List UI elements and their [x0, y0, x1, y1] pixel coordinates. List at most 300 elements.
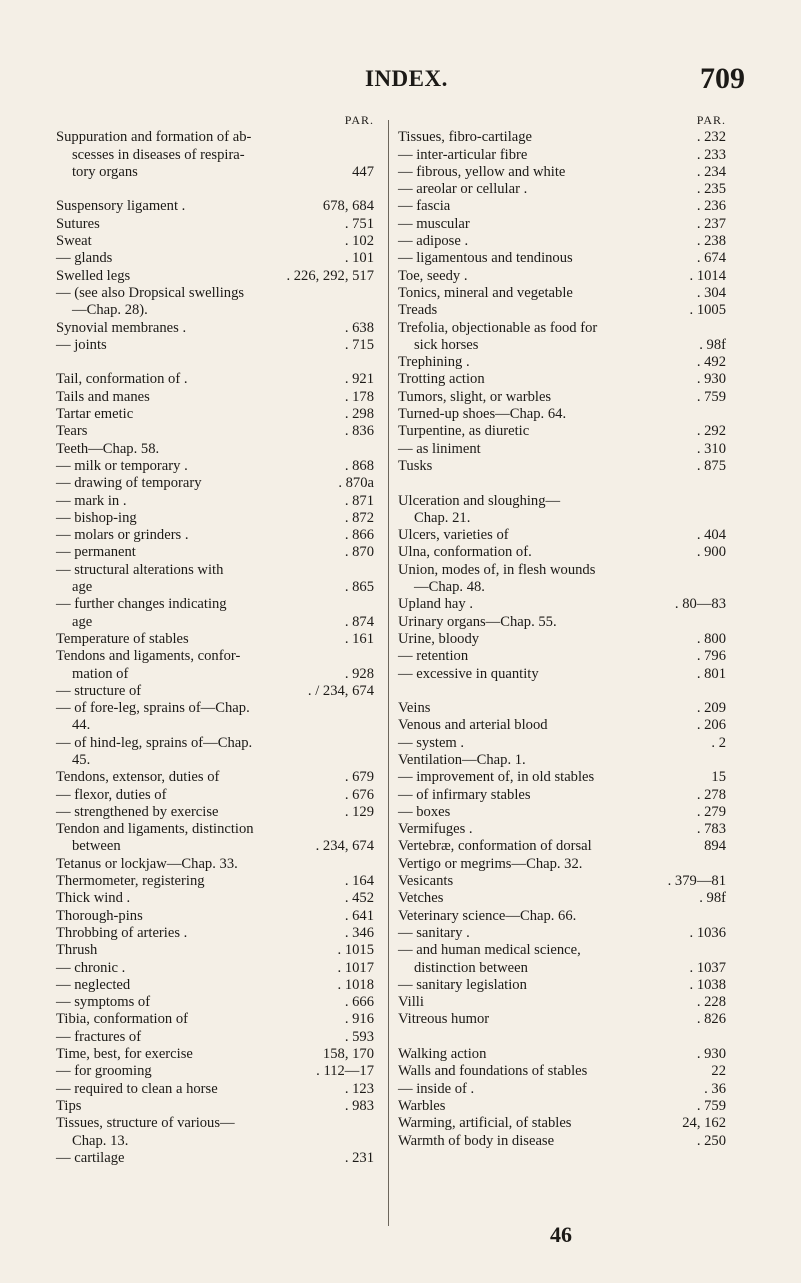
entry-page-ref: . 250	[696, 1132, 726, 1149]
entry-term: Turpentine, as diuretic	[398, 423, 530, 440]
entry-page-ref: . 1017	[337, 959, 374, 976]
index-entry	[398, 389, 726, 406]
entry-term: Walls and foundations of stables	[398, 1063, 588, 1080]
entry-page-ref: . 278	[696, 786, 726, 803]
entry-page-ref: . 123	[344, 1080, 374, 1097]
index-entry	[56, 614, 374, 631]
index-entry	[56, 250, 374, 267]
entry-page-ref: . 800	[696, 630, 726, 647]
entry-term: Vetches	[398, 890, 444, 907]
entry-term: — of infirmary stables	[398, 786, 531, 803]
entry-term: Upland hay .	[398, 596, 473, 613]
index-column-left	[56, 112, 374, 1167]
index-entry	[56, 389, 374, 406]
entry-page-ref: . 292	[696, 423, 726, 440]
index-entry	[398, 717, 726, 734]
index-entry	[398, 666, 726, 683]
index-entry	[398, 994, 726, 1011]
index-entry	[398, 890, 726, 907]
entry-term: 45.	[72, 751, 91, 768]
entry-page-ref: . 593	[344, 1028, 374, 1045]
index-entry	[56, 908, 374, 925]
entry-term: Suppuration and formation of ab-	[56, 129, 252, 146]
entry-page-ref: . 930	[696, 1046, 726, 1063]
entry-term: — joints	[56, 336, 107, 353]
index-entry	[398, 544, 726, 561]
index-entry	[56, 977, 374, 994]
entry-term: Trotting action	[398, 371, 485, 388]
entry-term: Ulna, conformation of.	[398, 544, 532, 561]
entry-term: — fascia	[398, 198, 451, 215]
entry-term: — fibrous, yellow and white	[398, 163, 566, 180]
index-entry	[398, 873, 726, 890]
index-entry	[56, 942, 374, 959]
index-entry	[398, 354, 726, 371]
entry-page-ref: 15	[711, 769, 726, 786]
index-entry	[398, 198, 726, 215]
entry-page-ref: . 916	[344, 1011, 374, 1028]
index-entry	[56, 164, 374, 181]
entry-page-ref: . 872	[344, 509, 374, 526]
index-entry	[398, 1046, 726, 1063]
entry-term: Warming, artificial, of stables	[398, 1115, 572, 1132]
entry-term: Villi	[398, 994, 424, 1011]
entry-page-ref: . 161	[344, 630, 374, 647]
entry-page-ref: . 178	[344, 388, 374, 405]
index-entry	[398, 1133, 726, 1150]
entry-page-ref: . 865	[344, 579, 374, 596]
index-entry	[56, 683, 374, 700]
entry-term: Vermifuges .	[398, 821, 473, 838]
entry-page-ref: . 304	[696, 284, 726, 301]
entry-page-ref: . 80—83	[674, 596, 726, 613]
index-entry	[56, 1063, 374, 1080]
index-entry	[398, 181, 726, 198]
entry-page-ref: . 870	[344, 544, 374, 561]
entry-term: Chap. 13.	[72, 1132, 129, 1149]
entry-term: — fractures of	[56, 1028, 142, 1045]
entry-term: Tendons, extensor, duties of	[56, 769, 220, 786]
entry-page-ref: . 98f	[699, 890, 726, 907]
index-entry	[398, 233, 726, 250]
entry-term: — milk or temporary .	[56, 457, 188, 474]
entry-term: Suspensory ligament .	[56, 198, 186, 215]
index-entry	[398, 838, 726, 855]
entry-term: — molars or grinders .	[56, 527, 189, 544]
entry-term: Tendons and ligaments, confor-	[56, 648, 241, 665]
entry-term: Time, best, for exercise	[56, 1046, 193, 1063]
entry-term: — system .	[398, 734, 465, 751]
entry-term: Thorough-pins	[56, 907, 143, 924]
index-entry	[56, 268, 374, 285]
index-entry	[398, 856, 726, 873]
entry-term: — neglected	[56, 976, 131, 993]
entry-page-ref: . 346	[344, 924, 374, 941]
section-gap	[56, 354, 374, 371]
index-entry	[56, 510, 374, 527]
entry-term: Tumors, slight, or warbles	[398, 388, 552, 405]
entry-term: — sanitary legislation	[398, 976, 527, 993]
entry-term: Vitreous humor	[398, 1011, 490, 1028]
section-gap	[398, 683, 726, 700]
index-entry	[398, 821, 726, 838]
index-entry	[56, 1133, 374, 1150]
entry-term: Ulceration and sloughing—	[398, 492, 561, 509]
entry-term: Urine, bloody	[398, 630, 480, 647]
index-entry	[398, 1115, 726, 1132]
entry-page-ref: . 298	[344, 406, 374, 423]
index-entry	[398, 337, 726, 354]
entry-term: —Chap. 28).	[72, 302, 148, 319]
index-entry	[398, 216, 726, 233]
index-entry	[56, 1011, 374, 1028]
index-entry	[398, 942, 726, 959]
index-entry	[56, 562, 374, 579]
entry-term: — areolar or cellular .	[398, 181, 528, 198]
index-entry	[398, 371, 726, 388]
entry-page-ref: . 238	[696, 233, 726, 250]
index-entry	[56, 1115, 374, 1132]
entry-page-ref: . 112—17	[316, 1063, 374, 1080]
entry-page-ref: . 751	[344, 215, 374, 232]
index-entry	[398, 562, 726, 579]
entry-term: Tissues, fibro-cartilage	[398, 129, 533, 146]
index-entry	[398, 164, 726, 181]
entry-term: Temperature of stables	[56, 630, 189, 647]
index-entry	[398, 302, 726, 319]
entry-page-ref: 158, 170	[322, 1046, 374, 1063]
entry-term: between	[72, 838, 121, 855]
index-entry	[56, 838, 374, 855]
index-entry	[398, 1081, 726, 1098]
entry-term: — and human medical science,	[398, 942, 581, 959]
entry-page-ref: . 1015	[337, 942, 374, 959]
entry-term: scesses in diseases of respira-	[72, 146, 245, 163]
index-column-right	[398, 112, 726, 1150]
entry-term: — as liniment	[398, 440, 481, 457]
entry-page-ref: . 641	[344, 907, 374, 924]
entry-page-ref: . 232	[696, 129, 726, 146]
index-entry	[56, 458, 374, 475]
index-entry	[56, 544, 374, 561]
entry-page-ref: . 900	[696, 544, 726, 561]
entry-term: Tendon and ligaments, distinction	[56, 821, 254, 838]
entry-page-ref: . 796	[696, 648, 726, 665]
page-signature: 46	[550, 1222, 572, 1247]
entry-page-ref: . 983	[344, 1097, 374, 1114]
entry-term: — glands	[56, 250, 113, 267]
entry-term: — inside of .	[398, 1080, 475, 1097]
entry-term: age	[72, 613, 93, 630]
entry-page-ref: . 2	[711, 734, 726, 751]
entry-page-ref: . 801	[696, 665, 726, 682]
entry-page-ref: . 226, 292, 517	[286, 267, 374, 284]
entry-term: Turned-up shoes—Chap. 64.	[398, 406, 567, 423]
index-entry	[398, 493, 726, 510]
entry-term: — excessive in quantity	[398, 665, 539, 682]
index-entry	[56, 925, 374, 942]
entry-term: Treads	[398, 302, 438, 319]
entry-term: — mark in .	[56, 492, 127, 509]
entry-term: Tissues, structure of various—	[56, 1115, 235, 1132]
entry-page-ref: . 101	[344, 250, 374, 267]
index-entry	[56, 475, 374, 492]
entry-term: — ligamentous and tendinous	[398, 250, 573, 267]
index-entry	[398, 527, 726, 544]
entry-page-ref: 24, 162	[682, 1115, 726, 1132]
index-entry	[56, 735, 374, 752]
entry-term: Vertebræ, conformation of dorsal	[398, 838, 592, 855]
entry-term: Trefolia, objectionable as food for	[398, 319, 598, 336]
entry-term: — sanitary .	[398, 924, 470, 941]
entry-term: — of hind-leg, sprains of—Chap.	[56, 734, 253, 751]
column-heading: PAR.	[344, 113, 374, 127]
entry-page-ref: . 866	[344, 527, 374, 544]
entry-term: 44.	[72, 717, 91, 734]
index-entry	[398, 804, 726, 821]
index-entry	[56, 1081, 374, 1098]
entry-term: Tail, conformation of .	[56, 371, 188, 388]
index-entry	[56, 873, 374, 890]
index-entry	[56, 129, 374, 146]
index-entry	[56, 320, 374, 337]
entry-page-ref: . 836	[344, 423, 374, 440]
column-heading: PAR.	[696, 113, 726, 127]
index-entry	[56, 960, 374, 977]
entry-page-ref: . 1014	[689, 267, 726, 284]
entry-term: Synovial membranes .	[56, 319, 187, 336]
entry-term: — inter-articular fibre	[398, 146, 528, 163]
entry-term: Walking action	[398, 1046, 487, 1063]
entry-page-ref: . / 234, 674	[307, 682, 374, 699]
entry-page-ref: . 129	[344, 803, 374, 820]
index-entry	[398, 960, 726, 977]
entry-page-ref: . 783	[696, 821, 726, 838]
entry-page-ref: . 36	[704, 1080, 726, 1097]
index-entry	[56, 596, 374, 613]
index-entry	[56, 717, 374, 734]
running-title: INDEX.	[365, 66, 448, 91]
entry-term: Tibia, conformation of	[56, 1011, 189, 1028]
entry-term: — chronic .	[56, 959, 126, 976]
entry-term: — improvement of, in old stables	[398, 769, 595, 786]
entry-page-ref: . 206	[696, 717, 726, 734]
index-entry	[398, 268, 726, 285]
index-entry	[398, 908, 726, 925]
entry-term: — bishop-ing	[56, 509, 137, 526]
entry-page-ref: . 930	[696, 371, 726, 388]
index-entry	[398, 1011, 726, 1028]
entry-term: — flexor, duties of	[56, 786, 167, 803]
entry-page-ref: . 1038	[689, 976, 726, 993]
entry-page-ref: . 379—81	[667, 873, 726, 890]
index-entry	[398, 320, 726, 337]
entry-page-ref: 894	[704, 838, 726, 855]
entry-term: Toe, seedy .	[398, 267, 468, 284]
index-entry	[398, 596, 726, 613]
index-entry	[56, 216, 374, 233]
entry-term: sick horses	[414, 336, 479, 353]
entry-page-ref: . 676	[344, 786, 374, 803]
entry-term: — required to clean a horse	[56, 1080, 218, 1097]
index-entry	[56, 1150, 374, 1167]
index-entry	[56, 423, 374, 440]
index-entry	[56, 441, 374, 458]
entry-term: Vertigo or megrims—Chap. 32.	[398, 855, 583, 872]
index-entry	[398, 285, 726, 302]
index-entry	[398, 752, 726, 769]
index-entry	[398, 631, 726, 648]
index-entry	[56, 198, 374, 215]
index-entry	[398, 406, 726, 423]
entry-term: — structure of	[56, 682, 142, 699]
entry-term: Chap. 21.	[414, 509, 471, 526]
index-entry	[56, 804, 374, 821]
entry-page-ref: . 228	[696, 994, 726, 1011]
index-entry	[56, 527, 374, 544]
index-entry	[56, 1098, 374, 1115]
entry-term: Trephining .	[398, 354, 470, 371]
index-entry	[56, 666, 374, 683]
entry-page-ref: . 868	[344, 457, 374, 474]
entry-term: Veterinary science—Chap. 66.	[398, 907, 577, 924]
entry-page-ref: . 870a	[338, 475, 374, 492]
entry-page-ref: 678, 684	[322, 198, 374, 215]
entry-term: Ulcers, varieties of	[398, 527, 509, 544]
entry-page-ref: . 666	[344, 994, 374, 1011]
entry-term: — retention	[398, 648, 469, 665]
index-entry	[398, 925, 726, 942]
entry-page-ref: . 234, 674	[315, 838, 374, 855]
entry-page-ref: . 404	[696, 527, 726, 544]
entry-page-ref: . 674	[696, 250, 726, 267]
entry-term: — adipose .	[398, 233, 469, 250]
entry-term: tory organs	[72, 163, 138, 180]
entry-term: Teeth—Chap. 58.	[56, 440, 160, 457]
entry-page-ref: . 921	[344, 371, 374, 388]
index-entry	[398, 129, 726, 146]
index-entry	[56, 233, 374, 250]
entry-page-ref: . 1036	[689, 924, 726, 941]
index-entry	[56, 890, 374, 907]
section-gap	[398, 1029, 726, 1046]
entry-term: Thrush	[56, 942, 98, 959]
entry-term: Vesicants	[398, 873, 454, 890]
entry-page-ref: . 638	[344, 319, 374, 336]
entry-page-ref: . 164	[344, 873, 374, 890]
entry-page-ref: . 1005	[689, 302, 726, 319]
index-entry	[56, 856, 374, 873]
index-entry	[56, 769, 374, 786]
index-entry	[56, 1029, 374, 1046]
index-entry	[398, 250, 726, 267]
index-entry	[56, 648, 374, 665]
entry-term: distinction between	[414, 959, 528, 976]
entry-term: Thermometer, registering	[56, 873, 205, 890]
index-entry	[56, 371, 374, 388]
entry-term: Warmth of body in disease	[398, 1132, 555, 1149]
index-entry	[398, 787, 726, 804]
entry-term: — further changes indicating	[56, 596, 227, 613]
entry-term: Tails and manes	[56, 388, 150, 405]
entry-page-ref: . 1018	[337, 976, 374, 993]
entry-term: Tonics, mineral and vegetable	[398, 284, 573, 301]
entry-page-ref: . 826	[696, 1011, 726, 1028]
index-entry	[398, 648, 726, 665]
entry-page-ref: . 209	[696, 700, 726, 717]
index-entry	[56, 493, 374, 510]
section-gap	[398, 475, 726, 492]
index-entry	[398, 769, 726, 786]
entry-term: — (see also Dropsical swellings	[56, 284, 245, 301]
index-entry	[398, 579, 726, 596]
entry-term: — for grooming	[56, 1063, 152, 1080]
page-header	[0, 62, 801, 102]
index-entry	[398, 510, 726, 527]
page-number: 709	[700, 62, 745, 95]
entry-term: —Chap. 48.	[414, 579, 485, 596]
index-entry	[56, 302, 374, 319]
entry-term: — symptoms of	[56, 994, 151, 1011]
index-entry	[56, 285, 374, 302]
index-entry	[398, 423, 726, 440]
entry-page-ref: . 871	[344, 492, 374, 509]
entry-term: — boxes	[398, 803, 451, 820]
entry-page-ref: . 237	[696, 215, 726, 232]
index-entry	[398, 977, 726, 994]
entry-term: — drawing of temporary	[56, 475, 202, 492]
entry-page-ref: . 874	[344, 613, 374, 630]
entry-term: — strengthened by exercise	[56, 803, 219, 820]
entry-page-ref: . 310	[696, 440, 726, 457]
entry-term: Tetanus or lockjaw—Chap. 33.	[56, 855, 238, 872]
entry-page-ref: . 236	[696, 198, 726, 215]
index-entry	[398, 700, 726, 717]
index-entry	[398, 735, 726, 752]
entry-page-ref: . 875	[696, 457, 726, 474]
entry-term: — cartilage	[56, 1149, 125, 1166]
entry-term: Thick wind .	[56, 890, 131, 907]
entry-page-ref: . 928	[344, 665, 374, 682]
index-entry	[398, 1098, 726, 1115]
index-entry	[398, 458, 726, 475]
index-entry	[56, 1046, 374, 1063]
entry-term: Venous and arterial blood	[398, 717, 548, 734]
index-entry	[56, 752, 374, 769]
index-entry	[56, 147, 374, 164]
entry-page-ref: 22	[711, 1063, 726, 1080]
entry-page-ref: . 492	[696, 354, 726, 371]
entry-term: — permanent	[56, 544, 136, 561]
entry-page-ref: . 102	[344, 233, 374, 250]
entry-term: Tears	[56, 423, 88, 440]
entry-term: Ventilation—Chap. 1.	[398, 751, 526, 768]
index-entry	[56, 337, 374, 354]
entry-page-ref: . 759	[696, 1097, 726, 1114]
entry-term: mation of	[72, 665, 129, 682]
index-entry	[398, 1063, 726, 1080]
entry-term: — muscular	[398, 215, 470, 232]
entry-term: — of fore-leg, sprains of—Chap.	[56, 700, 250, 717]
entry-page-ref: . 452	[344, 890, 374, 907]
entry-page-ref: . 233	[696, 146, 726, 163]
entry-term: Tartar emetic	[56, 406, 134, 423]
entry-term: Sutures	[56, 215, 100, 232]
entry-term: age	[72, 579, 93, 596]
entry-term: Warbles	[398, 1097, 446, 1114]
entry-term: Swelled legs	[56, 267, 131, 284]
index-entry	[398, 147, 726, 164]
